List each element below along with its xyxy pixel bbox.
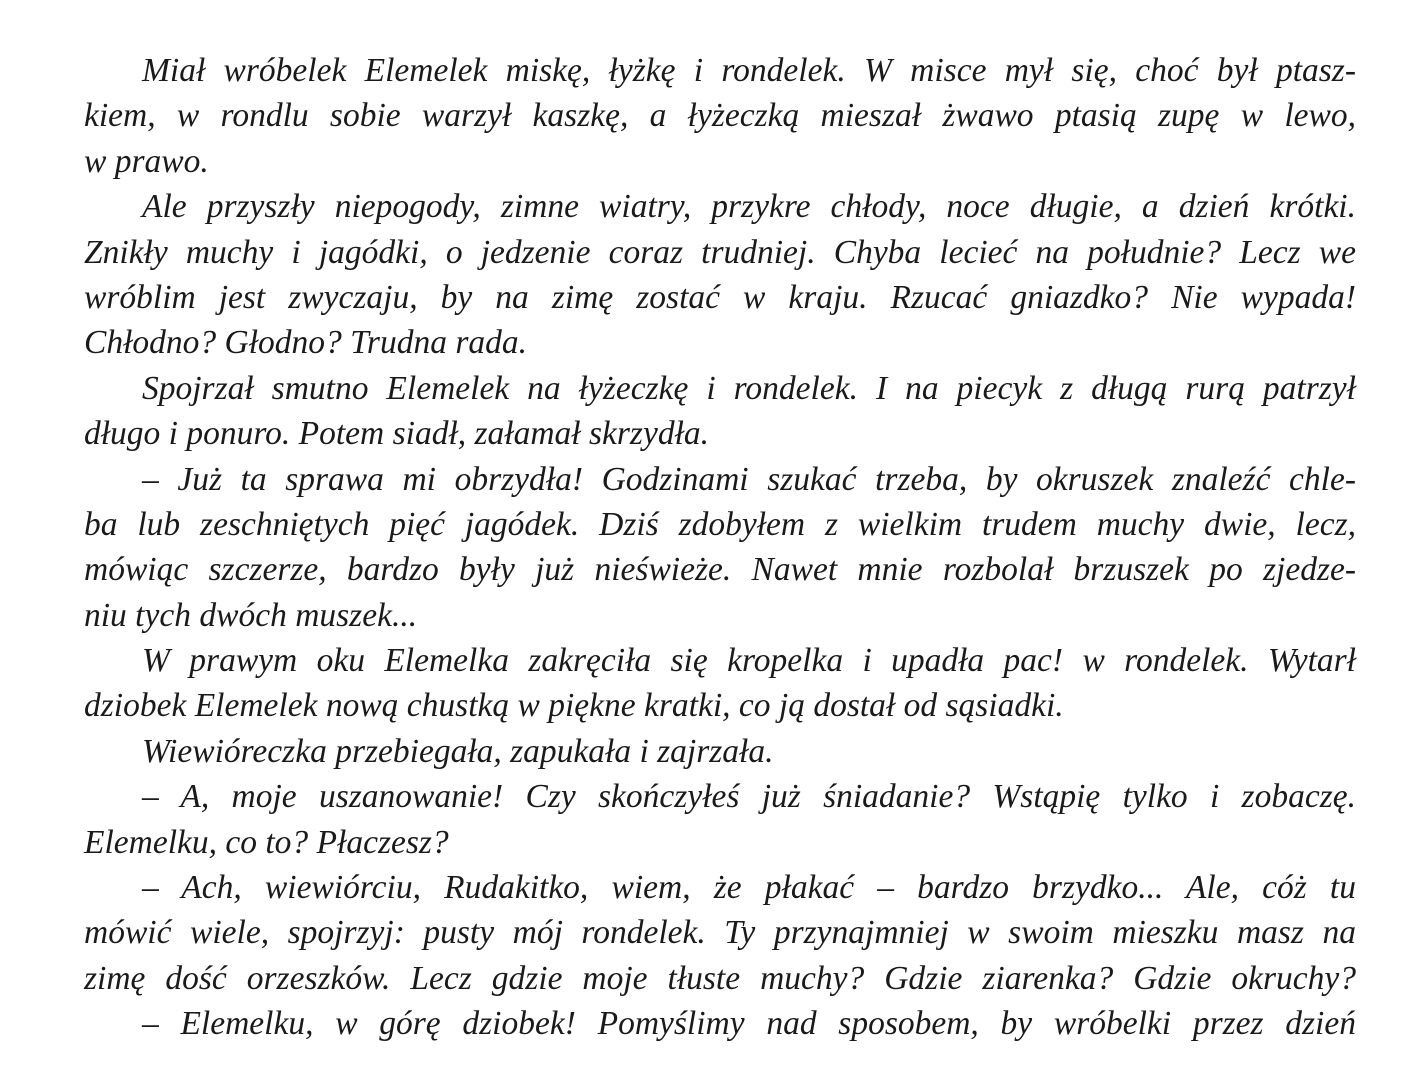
text-line: niu tych dwóch muszek... <box>84 596 418 634</box>
text-line: wróblim jest zwyczaju, by na zimę zostać w kraju. Rzucać gniazdko? Nie wypada! <box>84 278 1356 316</box>
text-line: Ale przyszły niepogody, zimne wiatry, przykre chłody, noce długie, a dzień krótki. <box>142 188 1356 226</box>
text-line: mówiąc szczerze, bardzo były już nieświeże. Nawet mnie rozbolał brzuszek po zjedze- <box>84 551 1356 589</box>
story-text <box>84 48 1356 1047</box>
text-line: mówić wiele, spojrzyj: pusty mój rondelek. Ty przynajmniej w swoim mieszku masz na <box>84 914 1356 952</box>
text-line: w prawo. <box>84 142 209 180</box>
text-line: Elemelku, co to? Płaczesz? <box>84 823 449 861</box>
text-line: Spojrzał smutno Elemelek na łyżeczkę i rondelek. I na piecyk z długą rurą patrzył <box>142 369 1356 407</box>
text-line: – A, moje uszanowanie! Czy skończyłeś już śniadanie? Wstąpię tylko i zobaczę. <box>142 778 1356 816</box>
text-line: długo i ponuro. Potem siadł, załamał skrzydła. <box>84 415 710 453</box>
text-line: – Elemelku, w górę dziobek! Pomyślimy nad sposobem, by wróbelki przez dzień <box>142 1005 1356 1043</box>
text-line: – Już ta sprawa mi obrzydła! Godzinami szukać trzeba, by okruszek znaleźć chle- <box>142 460 1356 498</box>
text-line: zimę dość orzeszków. Lecz gdzie moje tłuste muchy? Gdzie ziarenka? Gdzie okruchy? <box>84 959 1356 997</box>
text-line: ba lub zeschniętych pięć jagódek. Dziś zdobyłem z wielkim trudem muchy dwie, lecz, <box>84 505 1356 543</box>
text-line: Chłodno? Głodno? Trudna rada. <box>84 324 528 362</box>
text-line: Wiewióreczka przebiegała, zapukała i zajrzała. <box>142 732 774 770</box>
text-line: – Ach, wiewiórciu, Rudakitko, wiem, że płakać – bardzo brzydko... Ale, cóż tu <box>142 869 1356 907</box>
text-line: kiem, w rondlu sobie warzył kaszkę, a łyżeczką mieszał żwawo ptasią zupę w lewo, <box>84 97 1356 135</box>
text-line: dziobek Elemelek nową chustką w piękne kratki, co ją dostał od sąsiadki. <box>84 687 1064 725</box>
text-line: Miał wróbelek Elemelek miskę, łyżkę i rondelek. W misce mył się, choć był ptasz- <box>142 52 1356 89</box>
text-line: Znikły muchy i jagódki, o jedzenie coraz trudniej. Chyba lecieć na południe? Lecz we <box>84 233 1356 271</box>
text-line: W prawym oku Elemelka zakręciła się kropelka i upadła pac! w rondelek. Wytarł <box>142 642 1356 680</box>
